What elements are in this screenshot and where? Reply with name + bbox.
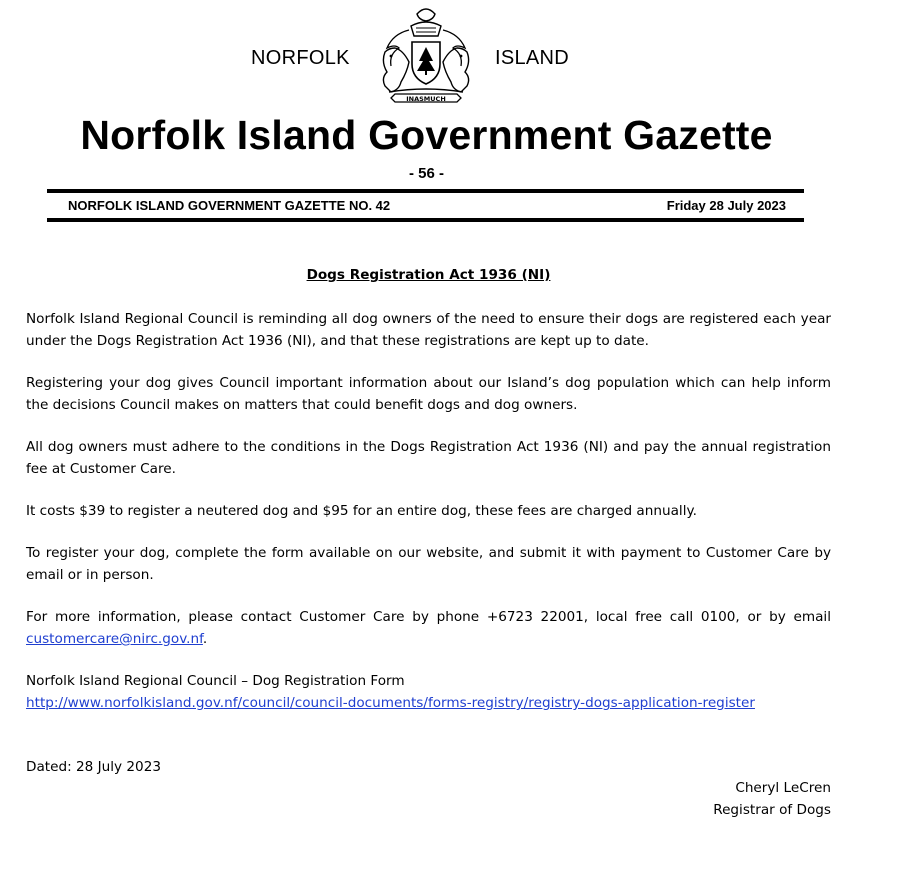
contact-text: For more information, please contact Customer Care by phone +6723 22001, local free call 0100, or by email: [26, 609, 831, 625]
paragraph-how-to-register: To register your dog, complete the form available on our website, and submit it with payment to Customer Care by email or in person.: [26, 545, 831, 583]
customer-care-email-link[interactable]: customercare@nirc.gov.nf: [26, 631, 203, 647]
notice-body: [26, 264, 831, 734]
issue-number: NORFOLK ISLAND GOVERNMENT GAZETTE NO. 42: [68, 198, 391, 213]
coat-of-arms-icon: [371, 4, 481, 110]
issue-line: [68, 198, 786, 213]
page-number: - 56 -: [408, 165, 444, 182]
form-label: Norfolk Island Regional Council – Dog Registration Form: [26, 673, 405, 689]
contact-end: .: [202, 631, 208, 647]
paragraph-reminder: Norfolk Island Regional Council is reminding all dog owners of the need to ensure their dogs are registered each year under the Dogs Registration Act 1936 (NI), and that these registrations are kept up to date.: [26, 311, 831, 349]
paragraph-benefits: Registering your dog gives Council important information about our Island’s dog population which can help inform the decisions Council makes on matters that could benefit dogs and dog owners.: [26, 375, 831, 413]
svg-text:INASMUCH: INASMUCH: [406, 95, 446, 103]
signatory-name: Cheryl LeCren: [735, 780, 831, 796]
signatory-title: Registrar of Dogs: [713, 802, 831, 818]
issue-date: Friday 28 July 2023: [666, 198, 786, 213]
masthead-norfolk: NORFOLK: [251, 47, 350, 69]
paragraph-conditions: All dog owners must adhere to the conditions in the Dogs Registration Act 1936 (NI) and pay the annual registration fee at Customer Care.: [26, 439, 831, 477]
paragraph-fees: It costs $39 to register a neutered dog and $95 for an entire dog, these fees are charged annually.: [26, 503, 697, 519]
notice-heading: Dogs Registration Act 1936 (NI): [306, 267, 551, 283]
header-rule-bottom: [47, 218, 804, 222]
masthead-island: ISLAND: [495, 47, 570, 69]
dated-line: Dated: 28 July 2023: [26, 759, 162, 775]
paragraph-contact: [26, 606, 831, 650]
gazette-title: Norfolk Island Government Gazette: [80, 112, 773, 158]
paragraph-form: [26, 670, 831, 714]
signature-block: [713, 777, 831, 821]
registration-form-link[interactable]: http://www.norfolkisland.gov.nf/council/council-documents/forms-registry/registry-dogs-application-register: [26, 695, 755, 711]
header-rule-top: [47, 189, 804, 193]
